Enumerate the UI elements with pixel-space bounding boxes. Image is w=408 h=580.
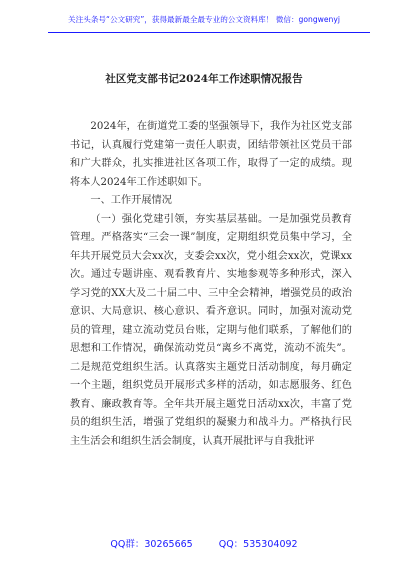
qq-group-number: QQ群：30265665 <box>110 539 193 550</box>
body-paragraph: （一）强化党建引领，夯实基层基础。一是加强党员教育管理。严格落实“三会一课”制度，定期组织党员集中学习，全年共开展党员大会xx次，支委会xx次，党小组会xx次，党课xx次。通过专题讲座、观看教育片、实地参观等多种形式，深入学习党的XX大及二十届二中、三中全会精神，增强党员的政治意识、大局意识、核心意识、看齐意识。同时，加强对流动党员的管理，建立流动党员台账，定期与他们联系，了解他们的思想和工作情况，确保流动党员“离乡不离党，流动不流失”。二是规范党组织生活。认真落实主题党日活动制度，每月确定一个主题，组织党员开展形式多样的活动，如志愿服务、红色教育、廉政教育等。全年共开展主题党日活动xx次，丰富了党员的组织生活，增强了党组织的凝聚力和战斗力。严格执行民主生活会和组织生活会制度，认真开展批评与自我批评 <box>70 213 352 447</box>
header-promo-text: 关注头条号“公文研究”，获得最新最全最专业的公文资料库！ 微信：gongwenyj <box>68 15 340 24</box>
section-heading: 一、工作开展情况 <box>90 195 172 206</box>
footer-contact <box>0 536 408 550</box>
intro-paragraph: 2024年，在街道党工委的坚强领导下，我作为社区党支部书记，认真履行党建第一责任人职责，团结带领社区党员干部和广大群众，扎实推进社区各项工作，取得了一定的成绩。现将本人2024年工作述职如下。 <box>70 121 352 188</box>
header-divider <box>48 32 370 33</box>
document-body <box>70 118 352 451</box>
qq-number: QQ：535304092 <box>218 539 298 550</box>
document-title: 社区党支部书记2024年工作述职情况报告 <box>105 73 303 85</box>
